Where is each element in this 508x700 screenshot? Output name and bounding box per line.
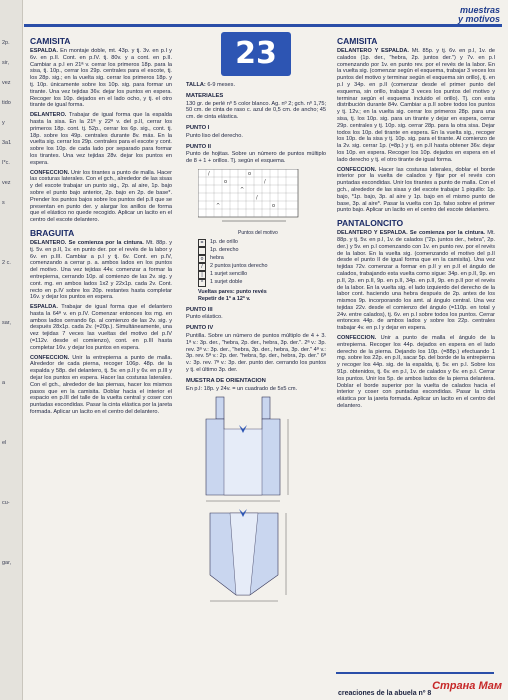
svg-text:o: o	[272, 202, 276, 209]
section-title-pantaloncito: PANTALONCITO	[337, 218, 404, 229]
gutter-fragment: 2p.	[2, 40, 10, 46]
paragraph-talla: TALLA: 6-9 meses.	[186, 82, 236, 88]
gutter-fragment: tido	[2, 100, 11, 106]
footer-title: creaciones de la abuela nº 8	[338, 690, 432, 697]
legend-row: 1p. derecho	[198, 247, 326, 255]
paragraph-pantaloncito-delantero-espalda: DELANTERO Y ESPALDA. Se comienza por la cintura. Mt. 88p. y tj. 5v. en p.I, 1v. de calados ("2p. juntos der., hebra", 2p. der.) y 5v. en p.I comenzando con 1v. en punto rev. por el revés de la labor. En la vuelta sig. (comenzando el motivo del p.II desde el punto II de igual forma que en la camisita). Una vez tejidas 72v. comenzar a formar en p.II y en p.II el ángulo de calados, trabajando esta vuelta como sigue: 34p. en p.II, 9p. en p.II, 2p. en p.II, 9p. en p.II, 34p. en p.II, 9p. en p.II por el revés de la labor. En la vuelta sig. el lado izquierdo del derecho de la labor cont. haciendo una hebra después de 2p. antes de los mismos 9p. incorporando los amt. al ángulo central. Una vez tejidas 22v. desde el comienzo del ángulo (=110p. en total y 24v. entre calados), tj. 6v. en p.I sobre todos los puntos. Cerrar entonces 44p. de ambos lados y sobre los 22p. centrales trabajar 4v. en p.I y dejar en espera.	[337, 230, 495, 332]
garment-schematic	[194, 395, 326, 608]
gutter-fragment: vez	[2, 80, 11, 86]
muestra-heading: MUESTRA DE ORIENTACION	[186, 377, 266, 384]
legend-row: / 2 puntos juntos derecho	[198, 263, 326, 271]
paragraph-camisita-delantero-espalda: DELANTERO Y ESPALDA. Mt. 85p. y tj. 6v. en p.I, 1v. de calados (1p. der., "hebra, 2p. juntos der.") y 7v. en p.I comenzando por 1v. en punto rev. por el revés de la labor. En la vuelta sig. (comenzar según el esquema, trabajar 3 veces los puntos del motivo y terminar según el esquema sin orillo), tj. en p.I y 34p. en p.II (comenzar desde el primer punto del esquema, sin orillo, trabajar 3 veces los puntos del motivo y terminar según el esquema incluido el orillo). Tj. con esta distribución durante 84v. Cambiar a p.II sobre todos los puntos y tj. 12v.; en la vuelta sig. cerrar los primeros 28p. para una sisa, tj. los 10p. sig. para un tirante y dejar en espera, cerrar 29p. centrales y tj. 10p. sig. cerrar 28p. para la otra sisa. Dejar todos los 10p. del tirante en espera. En la vuelta sig., recoger los 10p. de la sisa y tj. 10p. sig. para el tirante. Al comienzo de la 2v. sig. cerrar 1p. (=8p.) y tj. en p.II hasta obtener 36v. dejar los 10p. en espera. Recoger los 10p. dejados en espera en el lado derecho y tj. el otro tirante de igual forma.	[337, 48, 496, 163]
stitch-chart	[198, 169, 326, 237]
gutter-fragment: I*c.	[2, 160, 10, 166]
svg-text:o: o	[248, 170, 252, 177]
gutter-fragment: s	[2, 200, 5, 206]
gutter-fragment: sar,	[2, 320, 11, 326]
gutter-fragment: sir,	[2, 60, 10, 66]
magazine-logo: muestras y motivos	[457, 5, 500, 24]
svg-text:^: ^	[216, 202, 221, 209]
punto1-heading: PUNTO I	[186, 124, 210, 131]
footer-rule	[336, 672, 494, 674]
punto3-heading: PUNTO III	[186, 306, 213, 313]
garment-schematic-drawing	[194, 395, 314, 605]
svg-text:o: o	[224, 178, 228, 185]
materiales-heading: MATERIALES	[186, 92, 224, 99]
gutter-fragment: gar,	[2, 560, 12, 566]
watermark: Страна Мам	[432, 680, 502, 692]
gutter-fragment: vez	[2, 180, 11, 186]
legend-row: | 1 surjet sencillo	[198, 271, 326, 279]
paragraph-camisita-confeccion: CONFECCION. Hacer las costuras laterales, doblar el borde interior por la vuelta de calados y fijar por el revés con puntadas escondidas. Unir los tirantes a punto de malla. Con el gch., alrededor de las sisas y del escote trabajar 1 piquillo: 1p. bajo, *1p. bajo, 3p. al aire y 1p. bajo en el mismo punto de base, 3p. al aire*. Pasar la vuelta con 1p. falso sobre el primer punto bajo. Aplicar un lacito en el centro del escote delantero.	[337, 166, 495, 214]
paragraph-braguita-delantero: DELANTERO. Se comienza por la cintura. Mt. 88p. y tj. 5v. en p.II, 1v. en punto der. por el revés de la labor y 6v. en p.III. Cambiar a p.I y tj. 6v. Cont. en p.IV, comenzando a cerrar p. a. ambos lados en los puntos del motivo. Una vez tejidas 44v. comenzar a formar la entrepierna, cerrando 10p. al comienzo de las 2v. sig. y cont. mg. en ambos lados 1x2 y 22x1p. cada 2v. Cont. recto en p.IV sobre los 20p. restantes hasta completar 16v. y dejar los puntos en espera.	[30, 239, 173, 301]
svg-text:^: ^	[240, 186, 245, 193]
svg-text:/: /	[208, 170, 210, 177]
legend-note: Vueltas pares: punto revés	[198, 288, 267, 295]
gutter-fragment: cu-	[2, 500, 10, 506]
legend-row: = 1p. de orillo	[198, 239, 326, 247]
paragraph-punto1: Punto liso del derecho.	[186, 132, 243, 139]
stitch-legend	[198, 239, 326, 303]
gutter-fragment: 2 c.	[2, 260, 11, 266]
section-title-camisita: CAMISITA	[30, 36, 71, 46]
gutter-fragment: y	[2, 120, 5, 126]
paragraph-punto2: Punto de hojitas. Sobre un número de puntos múltiplo de 8 + 1 + orillos. Tj. según el esquema.	[186, 151, 326, 165]
paragraph-pantaloncito-confeccion: CONFECCION. Unir a punto de malla el ángulo de la entrepierna. Recoger los 44p. dejados en espera en el lado derecho de la pierna. Dejando los 10p. (=88p.) efectuando 1 mg. sobre los 22p. en p.II, sacar 5p. del borde de la entrepierna y recoger los 44p. sig. de la espalda, tj. 5v. en p.I. Sobre los 91p. obtenidos, tj. 6v. en p.I, 1v. de calados y 6v. en p.I. Cerrar los puntos. Unir los 5p. de ambos lados de la pierna delantera. Doblar el borde superior por la vuelta de calados hacia el interior y coser con puntadas escondidas. Pasar la cinta elástica por la jareta formada. Aplicar un lacito en el centro del delantero.	[337, 335, 495, 410]
gutter-fragment: el	[2, 440, 7, 446]
paragraph-confeccion: CONFECCION. Unir los tirantes a punto de malla. Hacer las costuras laterales. Con el gch., alrededor de las sisas y del escote trabajar un punto sig., 2p. al aire, 1p. bajo sobre el punto bajo anterior, 2p. bajo en 2p. de base*. Prender los puntos bajos sobre los puntos del p.II que se presentan en punto der. y alargar los anillos de forma que el elástico no quede recogido. Aplicar un lacito en el centro del escote delantero.	[30, 169, 172, 224]
paragraph-braguita-confeccion: CONFECCION. Unir la entrepierna a punto de malla. Alrededor de cada pierna, recoger 106p. 48p. de la espalda y 58p. del delantero, tj. 5v. en p.II y 6v. en p.III y dejar los puntos en espera. Hacer las costuras laterales. Con el gch., alrededor de las piernas, hacer los mismos pasos que en la camisita. Doblar hacia el interior el espacio en p.III del talle de la vuelta central y coser con puntadas escondidas. Pasar la cinta elástica por la jareta formada. Aplicar un lacito en el centro del delantero.	[30, 354, 172, 416]
column-middle	[186, 32, 326, 608]
header-rule	[24, 24, 502, 27]
svg-text:/: /	[264, 178, 266, 185]
gutter-fragment: 3a1	[2, 140, 12, 146]
column-right	[337, 32, 495, 413]
paragraph-muestra: En p.I: 18p. y 24v. = un cuadrado de 5x5 cm.	[186, 385, 298, 392]
paragraph-delantero: DELANTERO. Trabajar de igual forma que la espalda hasta la sisa. En la 21ª y 22ª v. del p.II, cerrar los primeros 18p. cont. tj. 52p., cerrar los 6p. sig., cont. tj. 18p. sobre los 49p. centrales durante 8v. más. En la vuelta sig. cerrar los 29p. centrales para el escote y cont. sobre los 10p. de cada lado por separado para formar los tirantes. Una vez tejidas 28v. dejar los puntos en espera.	[30, 112, 172, 166]
legend-note-repeat: Repetir de 1ª a 12ª v.	[198, 295, 251, 302]
paragraph-punto3: Punto elástico.	[186, 314, 223, 321]
chart-caption: Puntos del motivo	[238, 229, 278, 236]
section-title-camisita-2: CAMISITA	[337, 36, 378, 46]
column-left	[30, 32, 172, 419]
svg-text:/: /	[256, 194, 258, 201]
section-title-braguita: BRAGUITA	[30, 227, 75, 238]
gutter-fragment: a	[2, 380, 6, 386]
punto4-heading: PUNTO IV	[186, 325, 214, 332]
pattern-number-badge: 23	[221, 32, 291, 76]
punto2-heading: PUNTO II	[186, 143, 212, 150]
legend-row: o hebra	[198, 255, 326, 263]
previous-page-edge	[0, 0, 23, 700]
paragraph-braguita-espalda: ESPALDA. Trabajar de igual forma que el delantero hasta la 64ª v. en p.IV. Comenzar entonces los mg. en ambos lados cerrando 6p. al comienzo de las 2v. sig. y después 28x1p. cada 2v. (=20p.). Simultáneamente, una vez tejidas 7 veces las vueltas del motivo del p.IV (=112v. desde el comienzo), cont. en p.III hasta completar 16v. y dejar los puntos en espera.	[30, 304, 172, 351]
stitch-chart-grid	[198, 169, 308, 227]
paragraph-punto4: Puntilla. Sobre un número de puntos múltiplo de 4 + 3. 1ª v.: 3p. der., "hebra, 2p. der., hebra, 3p. der.". 2ª v.: 3p. rev. 3ª v.: 3p. der., "hebra, 3p. der., hebra, 3p. der." 4ª v.: 3p. rev. 5ª v.: 2p. der. "hebra, 5p. der., hebra, 2p. der." 6ª v.: 3p. rev. 7ª v.: 3p. der. punto der. cerrando los puntos y tj. el último 3p. der.	[186, 332, 326, 373]
legend-row: ^ 1 surjet doble	[198, 279, 326, 287]
paragraph-materiales: 130 gr. de perlé nº 5 color blanco. Ag. nº 2; gch. nº 1,75; 50 cm. de cinta de raso c. azul de 0,5 cm. de ancho; 45 cm. de cinta elástica.	[186, 100, 326, 121]
paragraph-espalda: ESPALDA. En montaje doble, mt. 43p. y tj. 3v. en p.I y 6v. en p.II. Cont. en p.IV. tj. 80v. y a cont. en p.II. Cambiar a p.I en 21ª v. cerrar los primeros 18p. para la sisa, tj. 10p., cerrar los 29p. centrales para el escote, tj. los 28p. sig.; en la vuelta sig. cerrar los primeros 18p. y tj. 10p. únicamente sobre los 10p. sig. para formar un tirante. Una vez tejidas 36v. dejar los puntos en espera. Recoger los 10p. dejados en el lado ocho, y tj. el otro tirante de igual forma.	[30, 48, 172, 109]
